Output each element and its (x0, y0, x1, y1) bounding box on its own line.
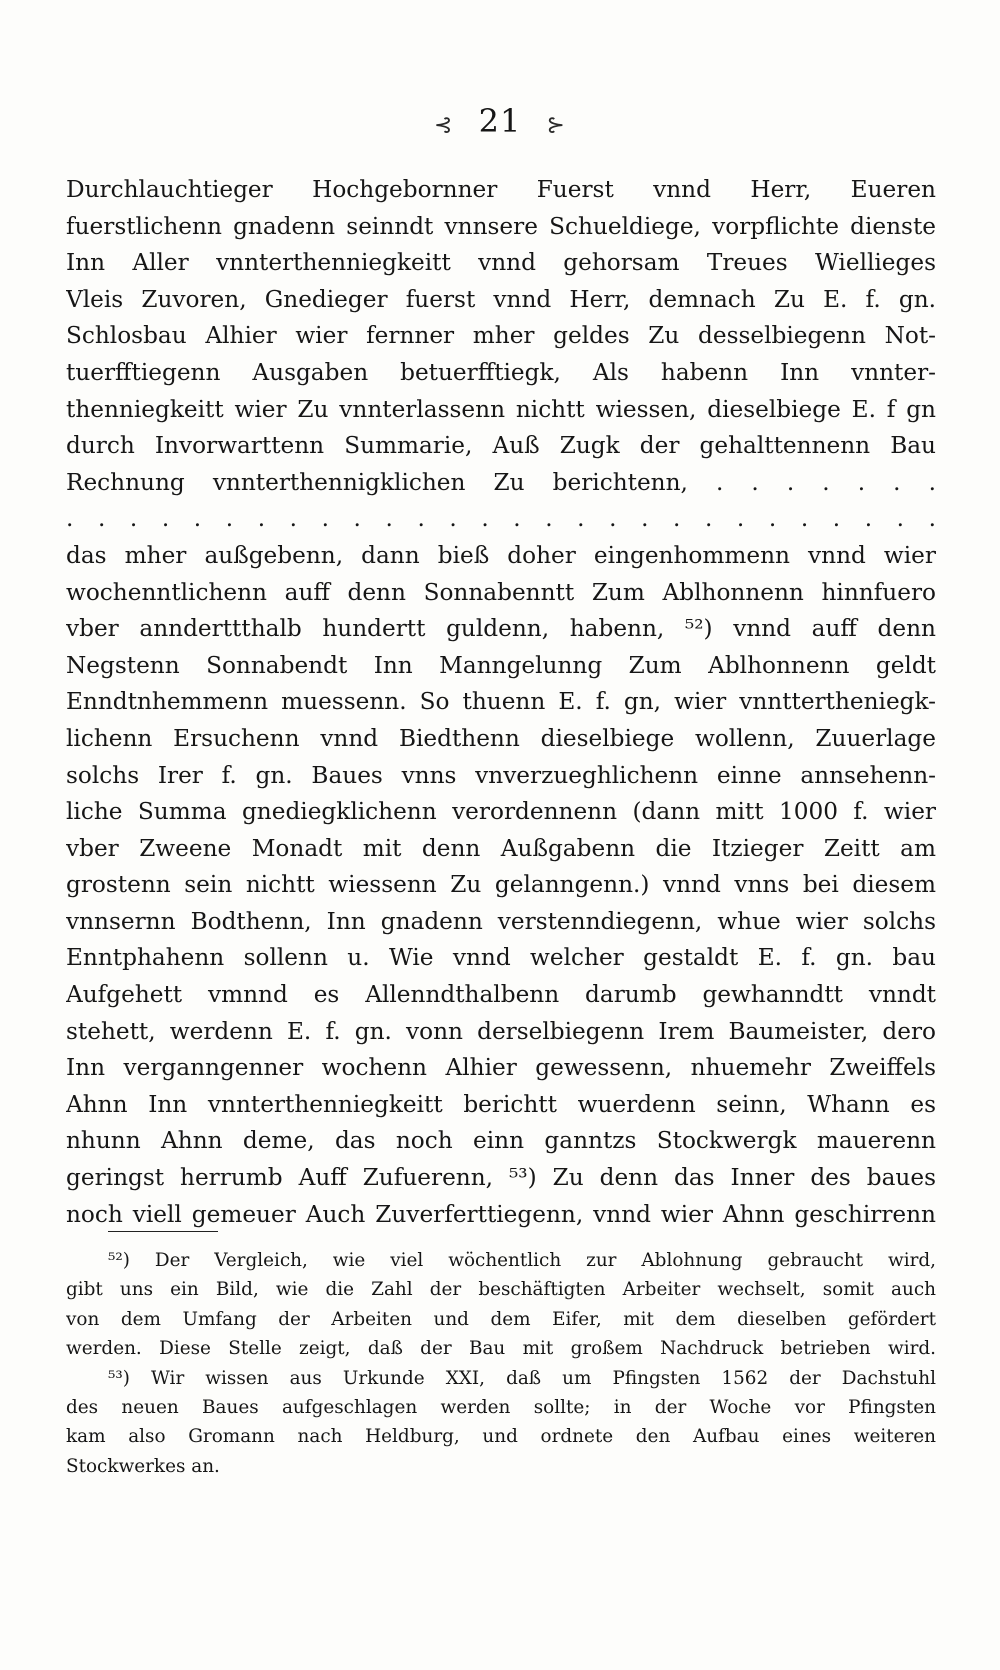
ornament-left-icon: ⊰ (434, 113, 454, 138)
text-line: grostenn sein nichtt wiessenn Zu gelanngenn.) vnnd vnns bei diesem (66, 871, 936, 899)
footnote-line: werden. Diese Stelle zeigt, daß der Bau mit großem Nachdruck betrieben wird. (66, 1338, 936, 1360)
text-line: geringst herrumb Auff Zufuerenn, ⁵³) Zu denn das Inner des baues (66, 1164, 936, 1192)
text-line: Vleis Zuvoren, Gnedieger fuerst vnnd Herr, demnach Zu E. f. gn. (66, 285, 936, 313)
text-line: Negstenn Sonnabendt Inn Manngelunng Zum Ablhonnenn geldt (66, 651, 936, 679)
text-line: noch viell gemeuer Auch Zuverferttiegenn, vnnd wier Ahnn geschirrenn (66, 1200, 936, 1228)
text-line: durch Invorwarttenn Summarie, Auß Zugk der gehalttennenn Bau (66, 432, 936, 460)
text-line: solchs Irer f. gn. Baues vnns vnverzueghlichenn einne annsehenn- (66, 761, 936, 789)
footnote-divider (108, 1231, 218, 1232)
text-line: Enndtnhemmenn muessenn. So thuenn E. f. gn, wier vnnttertheniegk- (66, 688, 936, 716)
footnote-line: von dem Umfang der Arbeiten und dem Eifer, mit dem dieselben gefördert (66, 1308, 936, 1330)
text-line: vber Zweene Monadt mit denn Außgabenn die Itzieger Zeitt am (66, 834, 936, 862)
footnote-line: kam also Gromann nach Heldburg, und ordnete den Aufbau eines weiteren (66, 1426, 936, 1448)
text-line: vnnsernn Bodthenn, Inn gnadenn verstenndiegenn, whue wier solchs (66, 907, 936, 935)
footnote-line: ⁵²) Der Vergleich, wie viel wöchentlich zur Ablohnung gebraucht wird, (108, 1250, 936, 1271)
main-text-block (66, 172, 936, 1233)
footnote-line: gibt uns ein Bild, wie die Zahl der beschäftigten Arbeiter wechselt, somit auch (66, 1279, 936, 1301)
text-line-ellipsis: . . . . . . . . . . . . . . . . . . . . . . . . . . . . (66, 505, 936, 533)
text-line: thenniegkeitt wier Zu vnnterlassenn nichtt wiessen, dieselbiege E. f gn (66, 395, 936, 423)
text-line: vber annderttthalb hundertt guldenn, habenn, ⁵²) vnnd auff denn (66, 615, 936, 643)
text-line: liche Summa gnediegklichenn verordennenn (dann mitt 1000 f. wier (66, 798, 936, 826)
footnote-line: des neuen Baues aufgeschlagen werden sollte; in der Woche vor Pfingsten (66, 1396, 936, 1418)
text-line: stehett, werdenn E. f. gn. vonn derselbiegenn Irem Baumeister, dero (66, 1017, 936, 1045)
text-line: Durchlauchtieger Hochgebornner Fuerst vnnd Herr, Eueren (66, 176, 936, 203)
footnote-line: ⁵³) Wir wissen aus Urkunde XXI, daß um Pfingsten 1562 der Dachstuhl (108, 1367, 936, 1389)
text-line: tuerfftiegenn Ausgaben betuerfftiegk, Als habenn Inn vnnter- (66, 358, 936, 386)
text-line: Rechnung vnnterthennigklichen Zu berichtenn, . . . . . . . (66, 468, 936, 496)
text-line: Inn Aller vnnterthenniegkeitt vnnd gehorsam Treues Wiellieges (66, 249, 936, 277)
text-line: Aufgehett vmnnd es Allenndthalbenn darumb gewhanndtt vnndt (66, 981, 936, 1009)
ornament-right-icon: ⊱ (546, 113, 566, 138)
page-header (0, 102, 1000, 140)
page-number: 21 (478, 102, 522, 140)
footnotes-block (66, 1246, 936, 1481)
text-line: Enntphahenn sollenn u. Wie vnnd welcher gestaldt E. f. gn. bau (66, 944, 936, 972)
footnote-line: Stockwerkes an. (66, 1455, 220, 1477)
text-line: wochenntlichenn auff denn Sonnabenntt Zum Ablhonnenn hinnfuero (66, 578, 936, 606)
text-line: Ahnn Inn vnnterthenniegkeitt berichtt wuerdenn seinn, Whann es (66, 1090, 936, 1118)
text-line: Schlosbau Alhier wier fernner mher geldes Zu desselbiegenn Not- (66, 322, 936, 350)
text-line: das mher außgebenn, dann bieß doher eingenhommenn vnnd wier (66, 541, 936, 569)
text-line: lichenn Ersuchenn vnnd Biedthenn dieselbiege wollenn, Zuuerlage (66, 724, 936, 752)
text-line: nhunn Ahnn deme, das noch einn ganntzs Stockwergk mauerenn (66, 1127, 936, 1155)
text-line: Inn verganngenner wochenn Alhier gewessenn, nhuemehr Zweiffels (66, 1054, 936, 1082)
text-line: fuerstlichenn gnadenn seinndt vnnsere Schueldiege, vorpflichte dienste (66, 212, 936, 240)
